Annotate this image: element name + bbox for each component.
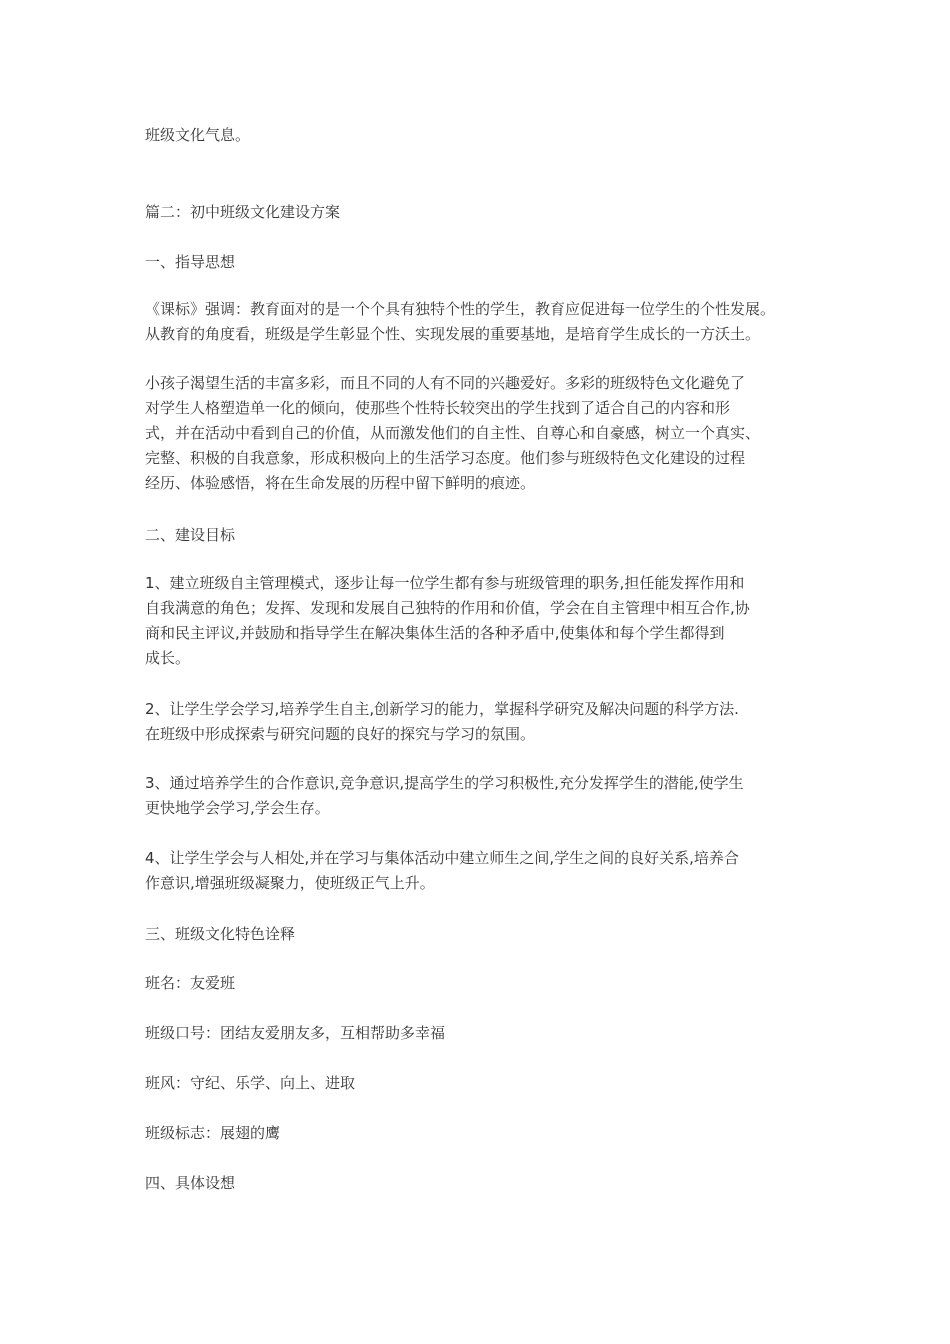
text-line: 在班级中形成探索与研究问题的良好的探究与学习的氛围。: [145, 725, 536, 743]
text-line: 篇二：初中班级文化建设方案: [145, 203, 341, 221]
text-line: 一、指导思想: [145, 253, 236, 271]
class-style-line: [145, 1071, 845, 1096]
text-line: 二、建设目标: [145, 526, 236, 544]
class-emblem-line: [145, 1121, 845, 1146]
text-line: 商和民主评议,并鼓励和指导学生在解决集体生活的各种矛盾中,使集体和每个学生都得到: [145, 624, 725, 642]
text-line: 自我满意的角色；发挥、发现和发展自己独特的作用和价值，学会在自主管理中相互合作,协: [145, 599, 750, 617]
goal-item-2: [145, 697, 845, 747]
goal-item-1: [145, 571, 845, 671]
heading-specific-ideas: [145, 1171, 845, 1196]
text-line: 班级标志：展翅的鹰: [145, 1124, 281, 1142]
text-line: 四、具体设想: [145, 1174, 236, 1192]
class-name-line: [145, 971, 845, 996]
text-line: 班名：友爱班: [145, 974, 236, 992]
heading-guiding-ideology: [145, 250, 845, 275]
goal-item-4: [145, 846, 845, 896]
text-line: 1、建立班级自主管理模式，逐步让每一位学生都有参与班级管理的职务,担任能发挥作用和: [145, 574, 745, 592]
text-line: 班风：守纪、乐学、向上、进取: [145, 1074, 356, 1092]
text-line: 小孩子渴望生活的丰富多彩，而且不同的人有不同的兴趣爱好。多彩的班级特色文化避免了: [145, 374, 746, 392]
class-slogan-line: [145, 1021, 845, 1046]
text-line: 班级口号：团结友爱朋友多，互相帮助多幸福: [145, 1024, 446, 1042]
text-line: 作意识,增强班级凝聚力，使班级正气上升。: [145, 874, 435, 892]
article-title: [145, 200, 845, 225]
paragraph-children-interests: [145, 371, 845, 496]
text-line: 从教育的角度看，班级是学生彰显个性、实现发展的重要基地，是培育学生成长的一方沃土。: [145, 325, 761, 343]
goal-item-3: [145, 771, 845, 821]
text-line: 更快地学会学习,学会生存。: [145, 799, 330, 817]
intro-closing-paragraph: [145, 123, 845, 148]
text-line: 经历、体验感悟，将在生命发展的历程中留下鲜明的痕迹。: [145, 474, 536, 492]
paragraph-curriculum-standard: [145, 297, 845, 347]
heading-construction-goals: [145, 523, 845, 548]
text-line: 班级文化气息。: [145, 126, 251, 144]
text-line: 对学生人格塑造单一化的倾向，使那些个性特长较突出的学生找到了适合自己的内容和形: [145, 399, 731, 417]
text-line: 完整、积极的自我意象，形成积极向上的生活学习态度。他们参与班级特色文化建设的过程: [145, 449, 746, 467]
text-line: 成长。: [145, 649, 191, 667]
text-line: 式，并在活动中看到自己的价值，从而激发他们的自主性、自尊心和自豪感，树立一个真实、: [145, 424, 761, 442]
text-line: 2、让学生学会学习,培养学生自主,创新学习的能力，掌握科学研究及解决问题的科学方法.: [145, 700, 739, 718]
text-line: 三、班级文化特色诠释: [145, 925, 296, 943]
text-line: 4、让学生学会与人相处,并在学习与集体活动中建立师生之间,学生之间的良好关系,培养合: [145, 849, 739, 867]
text-line: 3、通过培养学生的合作意识,竞争意识,提高学生的学习积极性,充分发挥学生的潜能,使学生: [145, 774, 744, 792]
heading-class-culture: [145, 922, 845, 947]
text-line: 《课标》强调：教育面对的是一个个具有独特个性的学生，教育应促进每一位学生的个性发展。: [145, 300, 776, 318]
